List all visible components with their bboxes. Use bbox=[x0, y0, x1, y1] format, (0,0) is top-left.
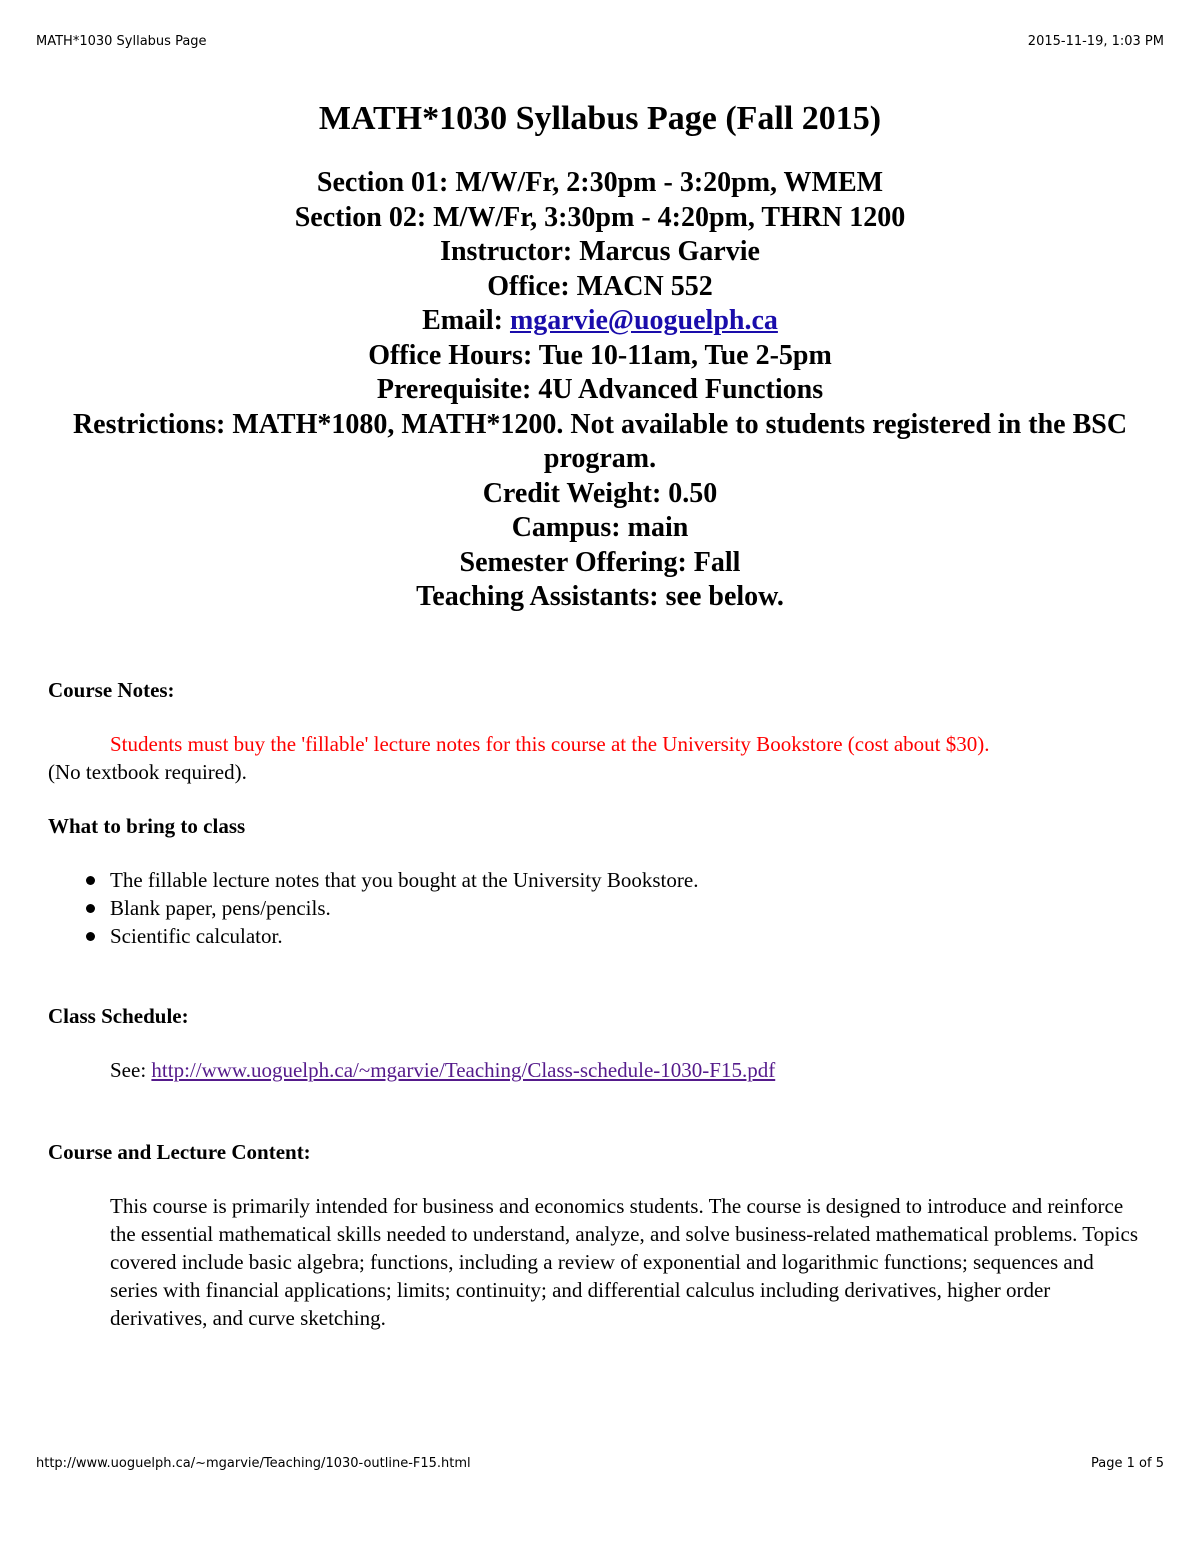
teaching-assistants-line: Teaching Assistants: see below. bbox=[416, 581, 784, 612]
page-title: MATH*1030 Syllabus Page (Fall 2015) bbox=[318, 100, 882, 137]
course-notes-heading: Course Notes: bbox=[48, 678, 175, 702]
instructor-line: Instructor: Marcus Garvie bbox=[440, 236, 760, 267]
schedule-heading: Class Schedule: bbox=[48, 1004, 189, 1028]
section-01-line: Section 01: M/W/Fr, 2:30pm - 3:20pm, WMEM bbox=[316, 167, 884, 198]
schedule-line bbox=[110, 1056, 1140, 1084]
list-item: Blank paper, pens/pencils. bbox=[110, 894, 1140, 922]
lecture-content-body: This course is primarily intended for business and economics students. The course is designed to introduce and reinforce the essential mathematical skills needed to understand, analyze, and solve business-related mathematical problems. Topics covered include basic algebra; functions, including a review of exponential and logarithmic functions; sequences and series with financial applications; limits; continuity; and differential calculus including derivatives, higher order derivatives, and curve sketching. bbox=[110, 1194, 1138, 1330]
syllabus-content bbox=[48, 676, 1140, 1332]
campus-line: Campus: main bbox=[511, 512, 689, 543]
schedule-link[interactable]: http://www.uoguelph.ca/~mgarvie/Teaching/Class-schedule-1030-F15.pdf bbox=[151, 1058, 776, 1082]
bring-list bbox=[48, 866, 1140, 950]
list-item: The fillable lecture notes that you bought at the University Bookstore. bbox=[110, 866, 1140, 894]
section-02-line: Section 02: M/W/Fr, 3:30pm - 4:20pm, THRN 1200 bbox=[294, 201, 906, 233]
schedule-see-label: See: bbox=[110, 1058, 152, 1082]
office-hours-line: Office Hours: Tue 10-11am, Tue 2-5pm bbox=[368, 339, 832, 371]
print-footer bbox=[36, 1456, 1164, 1471]
email-link[interactable]: mgarvie@uoguelph.ca bbox=[509, 305, 778, 336]
lecture-content-heading: Course and Lecture Content: bbox=[48, 1140, 311, 1164]
course-info-block bbox=[40, 98, 1160, 615]
print-footer-page: Page 1 of 5 bbox=[1091, 1456, 1164, 1471]
print-header bbox=[36, 34, 1164, 49]
office-line: Office: MACN 552 bbox=[487, 270, 713, 302]
email-line bbox=[40, 304, 1160, 339]
print-header-title: MATH*1030 Syllabus Page bbox=[36, 34, 207, 49]
print-footer-url: http://www.uoguelph.ca/~mgarvie/Teaching/1030-outline-F15.html bbox=[36, 1456, 471, 1471]
bring-heading: What to bring to class bbox=[48, 814, 246, 838]
textbook-note: (No textbook required). bbox=[48, 760, 247, 784]
restrictions-line: Restrictions: MATH*1080, MATH*1200. Not available to students registered in the BSC program. bbox=[72, 408, 1128, 474]
print-header-timestamp: 2015-11-19, 1:03 PM bbox=[1027, 34, 1164, 49]
semester-line: Semester Offering: Fall bbox=[459, 546, 741, 578]
list-item: Scientific calculator. bbox=[110, 922, 1140, 950]
course-notes-notice: Students must buy the 'fillable' lecture notes for this course at the University Bookstore (cost about $30). bbox=[110, 732, 990, 756]
credit-weight-line: Credit Weight: 0.50 bbox=[482, 477, 718, 509]
prerequisite-line: Prerequisite: 4U Advanced Functions bbox=[376, 374, 824, 405]
email-label: Email: bbox=[422, 305, 510, 336]
